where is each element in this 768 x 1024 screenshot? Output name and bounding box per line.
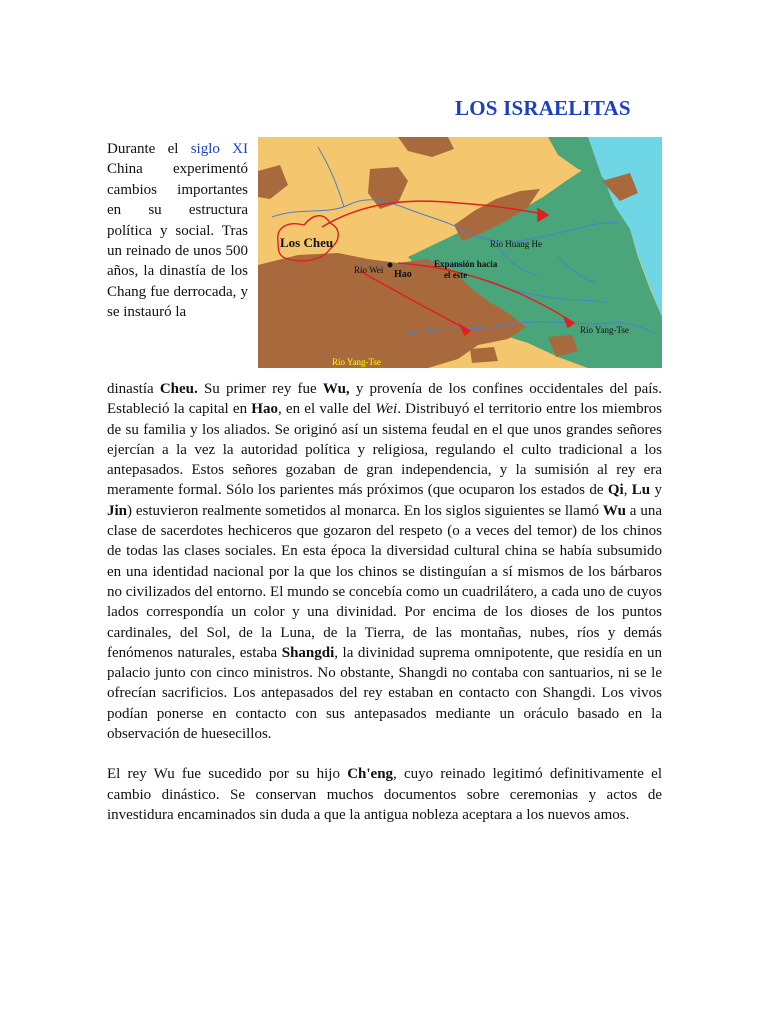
siglo-xi-link[interactable]: siglo XI xyxy=(190,141,249,157)
label-expansion-line2: el este xyxy=(444,270,468,280)
label-rio-wei: Río Wei xyxy=(354,265,384,275)
label-rio-yang-tse-south: Río Yang-Tse xyxy=(332,357,381,367)
label-hao: Hao xyxy=(394,269,412,280)
main-text xyxy=(107,379,662,825)
hao-marker xyxy=(388,263,393,268)
map-image xyxy=(258,137,662,368)
label-rio-huang-he: Río Huang He xyxy=(490,239,542,249)
intro-text xyxy=(107,139,248,323)
paragraph-2: El rey Wu fue sucedido por su hijo Ch'eng, cuyo reinado legitimó definitivamente el cambio dinástico. Se conservan muchos documentos sobre ceremonias y actos de investidura encaminados sin duda a que la antigua nobleza aceptara a los nuevos amos. xyxy=(107,766,662,823)
page-title: LOS ISRAELITAS xyxy=(455,96,631,120)
paragraph-1: dinastía Cheu. Su primer rey fue Wu, y provenía de los confines occidentales del país. Estableció la capital en Hao, en el valle del Wei. Distribuyó el territorio entre los miembros de su familia y los aliados. Se originó así un sistema feudal en el que unos grandes señores ejercían a la vez la autoridad política y religiosa, regulando el culto tradicional a los antepasados. Estos señores gozaban de gran independencia, y la sumisión al rey era meramente formal. Sólo los parientes más próximos (que ocuparon los estados de Qi, Lu y Jin) estuvieron realmente sometidos al monarca. En los siglos siguientes se llamó Wu a una clase de sacerdotes hechiceros que gozaron del respeto (o a veces del temor) de los chinos de todas las clases sociales. En esta época la diversidad cultural china se había subsumido en una identidad nacional por la que los chinos se distinguían a sí mismos de los bárbaros no civilizados del entorno. El mundo se concebía como un cuadrilátero, a cada uno de cuyos lados correspondía un color y una divinidad. Por encima de los dioses de los puntos cardinales, del Sol, de la Luna, de la Tierra, de las montañas, nubes, ríos y demás fenómenos naturales, estaba Shangdi, la divinidad suprema omnipotente, que residía en un palacio junto con cinco ministros. No obstante, Shangdi no contaba con santuarios, ni se le ofrecían sacrificios. Los antepasados del rey estaban en contacto con Shangdi. Los vivos podían ponerse en contacto con sus antepasados mediante un oráculo basado en la observación de huesecillos. xyxy=(107,381,663,743)
label-los-cheu: Los Cheu xyxy=(280,235,334,250)
label-expansion-line1: Expansión hacia xyxy=(434,259,498,269)
intro-paragraph: Durante el siglo XI China experimentó cambios importantes en su estructura política y social. Tras un reinado de unos 500 años, la dinastía de los Chang fue derrocada, y se instauró la xyxy=(107,141,249,321)
label-rio-yang-tse-east: Río Yang-Tse xyxy=(580,325,629,335)
